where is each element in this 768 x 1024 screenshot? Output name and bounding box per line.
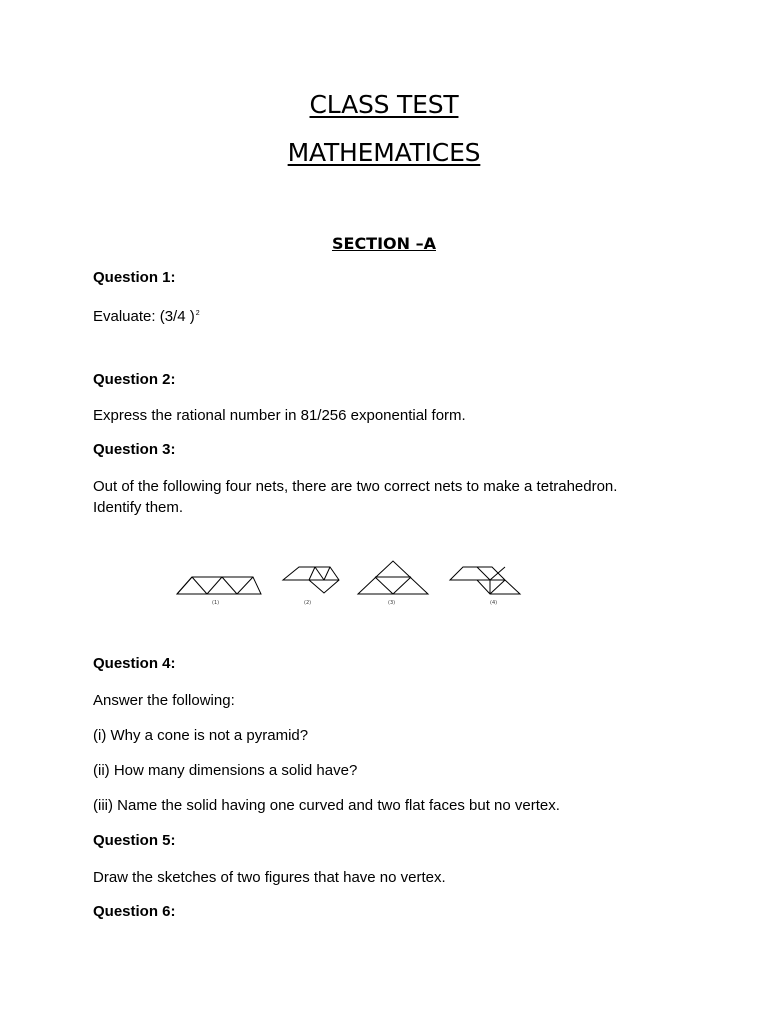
- question-4-label: Question 4:: [93, 655, 176, 672]
- question-1-text: [93, 303, 693, 327]
- question-1-expression: Evaluate: (3/4 ): [93, 308, 195, 325]
- question-4-part-ii: (ii) How many dimensions a solid have?: [93, 762, 358, 779]
- question-4-text-intro: Answer the following:: [93, 692, 235, 709]
- net-2: [283, 567, 339, 593]
- question-5-label: Question 5:: [93, 832, 176, 849]
- net-4-label: (4): [490, 600, 498, 606]
- question-3-text-line1: Out of the following four nets, there are two correct nets to make a tetrahedron.: [93, 478, 618, 495]
- net-3: [358, 561, 428, 594]
- page-subtitle: MATHEMATICES: [287, 138, 481, 167]
- question-5-text: Draw the sketches of two figures that have no vertex.: [93, 869, 446, 886]
- question-2-text: Express the rational number in 81/256 exponential form.: [93, 407, 466, 424]
- net-4: [450, 567, 520, 594]
- question-3-text-line2: Identify them.: [93, 499, 184, 516]
- net-3-label: (3): [388, 600, 396, 606]
- question-3-label: Question 3:: [93, 441, 176, 458]
- tetrahedron-nets-figure: [170, 555, 530, 610]
- question-1-label: Question 1:: [93, 269, 176, 286]
- net-2-label: (2): [304, 600, 312, 606]
- net-1: [177, 577, 261, 594]
- question-4-part-i: (i) Why a cone is not a pyramid?: [93, 727, 309, 744]
- question-6-label: Question 6:: [93, 903, 176, 920]
- question-4-part-iii: (iii) Name the solid having one curved and two flat faces but no vertex.: [93, 797, 560, 814]
- page-title: CLASS TEST: [309, 90, 459, 119]
- question-2-label: Question 2:: [93, 371, 176, 388]
- question-1-exponent: 2: [195, 310, 200, 317]
- net-1-label: (1): [212, 600, 220, 606]
- section-heading: SECTION –A: [331, 234, 436, 253]
